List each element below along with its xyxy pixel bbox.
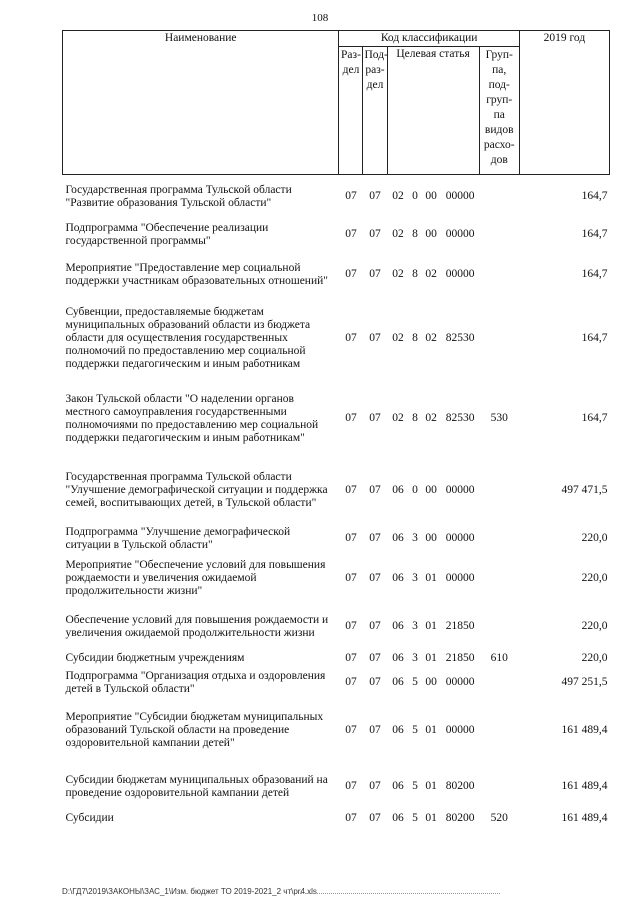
table-row	[63, 219, 610, 251]
row-amount-2019: 161 489,4	[561, 812, 608, 824]
row-name: Субсидии бюджетам муниципальных образований на проведение оздоровительной кампании детей	[65, 773, 328, 799]
row-name: Государственная программа Тульской области "Развитие образования Тульской области"	[65, 183, 292, 209]
row-program-code: 06	[392, 484, 404, 496]
row-expense-group	[479, 175, 519, 219]
row-program-code: 06	[392, 532, 404, 544]
row-subprogram-code: 5	[412, 812, 418, 824]
row-expense-group: 530	[490, 412, 508, 424]
row-direction-code: 21850	[445, 652, 475, 664]
row-event-code: 01	[425, 652, 437, 664]
row-expense-group	[479, 523, 519, 555]
row-subprogram-code: 8	[412, 228, 418, 240]
row-name: Обеспечение условий для повышения рождаемости и увеличения ожидаемой продолжительности жизни	[65, 613, 329, 639]
row-event-code: 01	[425, 780, 437, 792]
row-subprogram-code: 8	[412, 268, 418, 280]
row-podrazdel: 07	[369, 572, 381, 584]
row-razdel: 07	[345, 412, 357, 424]
row-razdel: 07	[345, 652, 357, 664]
row-expense-group	[479, 699, 519, 763]
row-amount-2019: 497 251,5	[561, 676, 608, 688]
row-program-code: 06	[392, 652, 404, 664]
row-event-code: 00	[425, 190, 437, 203]
header-target-article: Целевая статья	[387, 47, 479, 175]
row-event-code: 02	[425, 332, 437, 344]
row-expense-group: 520	[490, 812, 508, 824]
row-name: Подпрограмма "Обеспечение реализации государственной программы"	[65, 221, 269, 247]
row-expense-group	[479, 603, 519, 651]
row-event-code: 01	[425, 572, 437, 584]
row-podrazdel: 07	[369, 812, 381, 824]
row-subprogram-code: 3	[412, 572, 418, 584]
row-razdel: 07	[345, 190, 357, 203]
row-program-code: 02	[392, 228, 404, 240]
row-subprogram-code: 8	[412, 412, 418, 424]
row-razdel: 07	[345, 332, 357, 344]
row-name: Подпрограмма "Организация отдыха и оздоровления детей в Тульской области"	[65, 669, 326, 695]
file-path: D:\ГД7\2019\ЗАКОНЫ\ЗАС_1\Изм. бюджет ТО 2019-2021_2 чт\pr4.xls	[62, 887, 317, 896]
budget-table	[62, 30, 610, 827]
row-podrazdel: 07	[369, 532, 381, 544]
row-name: Мероприятие "Субсидии бюджетам муниципальных образований Тульской области на проведение оздоровительной кампании детей"	[65, 711, 324, 749]
table-row	[63, 763, 610, 811]
table-row	[63, 251, 610, 299]
row-direction-code: 80200	[445, 780, 475, 792]
row-direction-code: 00000	[445, 484, 475, 496]
row-amount-2019: 220,0	[581, 572, 608, 584]
row-amount-2019: 220,0	[581, 652, 608, 664]
table-header	[63, 31, 610, 175]
row-podrazdel: 07	[369, 620, 381, 632]
row-razdel: 07	[345, 532, 357, 544]
row-podrazdel: 07	[369, 190, 381, 203]
row-expense-group	[479, 763, 519, 811]
row-program-code: 06	[392, 620, 404, 632]
header-classification: Код классификации	[339, 31, 519, 47]
row-razdel: 07	[345, 724, 357, 736]
row-razdel: 07	[345, 268, 357, 280]
row-razdel: 07	[345, 572, 357, 584]
table-row	[63, 603, 610, 651]
page-number: 108	[311, 12, 329, 24]
table-body	[63, 175, 610, 827]
table-row	[63, 379, 610, 459]
row-podrazdel: 07	[369, 228, 381, 240]
row-event-code: 00	[425, 484, 437, 496]
row-event-code: 00	[425, 676, 437, 688]
row-name: Государственная программа Тульской области "Улучшение демографической ситуации и поддержка семей, воспитывающих детей, в Тульской области"	[65, 471, 328, 509]
row-program-code: 06	[392, 812, 404, 824]
table-row	[63, 811, 610, 827]
row-name: Подпрограмма "Улучшение демографической ситуации в Тульской области"	[65, 525, 291, 551]
row-event-code: 02	[425, 268, 437, 280]
row-amount-2019: 164,7	[581, 190, 608, 203]
row-name: Закон Тульской области "О наделении органов местного самоуправления государственными полномочиями по предоставлению мер социальной поддержки педагогическим и иным работникам"	[65, 392, 319, 444]
row-direction-code: 00000	[445, 724, 475, 736]
row-amount-2019: 220,0	[581, 620, 608, 632]
row-direction-code: 00000	[445, 228, 475, 240]
row-subprogram-code: 3	[412, 620, 418, 632]
row-event-code: 01	[425, 620, 437, 632]
row-direction-code: 00000	[445, 268, 475, 280]
row-direction-code: 00000	[445, 190, 475, 203]
row-event-code: 01	[425, 812, 437, 824]
row-program-code: 02	[392, 268, 404, 280]
table-row	[63, 523, 610, 555]
row-razdel: 07	[345, 228, 357, 240]
row-name: Субвенции, предоставляемые бюджетам муниципальных образований области из бюджета области для осуществления государственных полномочий по предоставлению мер социальной поддержки педагогическим и иным работникам	[65, 306, 311, 370]
row-razdel: 07	[345, 676, 357, 688]
row-subprogram-code: 3	[412, 652, 418, 664]
row-name: Мероприятие "Предоставление мер социальной поддержки участникам образовательных отношений"	[65, 261, 328, 287]
row-expense-group	[479, 299, 519, 379]
row-amount-2019: 220,0	[581, 532, 608, 544]
row-direction-code: 00000	[445, 532, 475, 544]
row-event-code: 02	[425, 412, 437, 424]
footer-divider	[300, 893, 500, 894]
row-podrazdel: 07	[369, 332, 381, 344]
header-year: 2019 год	[519, 31, 609, 175]
row-program-code: 06	[392, 676, 404, 688]
row-direction-code: 00000	[445, 676, 475, 688]
row-amount-2019: 164,7	[581, 332, 608, 344]
row-subprogram-code: 5	[412, 780, 418, 792]
row-podrazdel: 07	[369, 724, 381, 736]
row-event-code: 01	[425, 724, 437, 736]
row-amount-2019: 497 471,5	[561, 484, 608, 496]
table-row	[63, 651, 610, 667]
row-subprogram-code: 0	[412, 190, 418, 203]
row-podrazdel: 07	[369, 676, 381, 688]
row-name: Мероприятие "Обеспечение условий для повышения рождаемости и увеличения ожидаемой продолжительности жизни"	[65, 559, 326, 597]
header-razdel: Раз- дел	[339, 47, 363, 175]
row-expense-group	[479, 251, 519, 299]
row-program-code: 02	[392, 332, 404, 344]
row-expense-group	[479, 555, 519, 603]
row-amount-2019: 161 489,4	[561, 780, 608, 792]
row-amount-2019: 164,7	[581, 228, 608, 240]
row-direction-code: 82530	[445, 332, 475, 344]
row-podrazdel: 07	[369, 412, 381, 424]
row-podrazdel: 07	[369, 268, 381, 280]
table-row	[63, 667, 610, 699]
row-subprogram-code: 5	[412, 676, 418, 688]
table-row	[63, 699, 610, 763]
row-program-code: 06	[392, 780, 404, 792]
row-name: Субсидии	[65, 812, 114, 824]
row-program-code: 06	[392, 724, 404, 736]
row-program-code: 02	[392, 412, 404, 424]
header-name: Наименование	[63, 31, 339, 175]
row-podrazdel: 07	[369, 484, 381, 496]
row-razdel: 07	[345, 620, 357, 632]
row-direction-code: 80200	[445, 812, 475, 824]
row-expense-group	[479, 219, 519, 251]
row-program-code: 02	[392, 190, 404, 203]
row-podrazdel: 07	[369, 652, 381, 664]
row-event-code: 00	[425, 228, 437, 240]
row-name: Субсидии бюджетным учреждениям	[65, 652, 245, 664]
row-expense-group: 610	[490, 652, 508, 664]
row-razdel: 07	[345, 812, 357, 824]
row-subprogram-code: 3	[412, 532, 418, 544]
row-subprogram-code: 0	[412, 484, 418, 496]
row-expense-group	[479, 667, 519, 699]
row-direction-code: 82530	[445, 412, 475, 424]
header-expense-group: Груп- па, под- груп- па видов расхо- дов	[479, 47, 519, 175]
table-row	[63, 459, 610, 523]
row-subprogram-code: 8	[412, 332, 418, 344]
row-amount-2019: 161 489,4	[561, 724, 608, 736]
table-row	[63, 555, 610, 603]
row-razdel: 07	[345, 780, 357, 792]
header-podrazdel: Под- раз- дел	[363, 47, 387, 175]
table-row	[63, 299, 610, 379]
row-event-code: 00	[425, 532, 437, 544]
row-amount-2019: 164,7	[581, 268, 608, 280]
row-podrazdel: 07	[369, 780, 381, 792]
row-amount-2019: 164,7	[581, 412, 608, 424]
row-razdel: 07	[345, 484, 357, 496]
table-row	[63, 175, 610, 219]
row-subprogram-code: 5	[412, 724, 418, 736]
row-direction-code: 00000	[445, 572, 475, 584]
row-expense-group	[479, 459, 519, 523]
row-direction-code: 21850	[445, 620, 475, 632]
row-program-code: 06	[392, 572, 404, 584]
